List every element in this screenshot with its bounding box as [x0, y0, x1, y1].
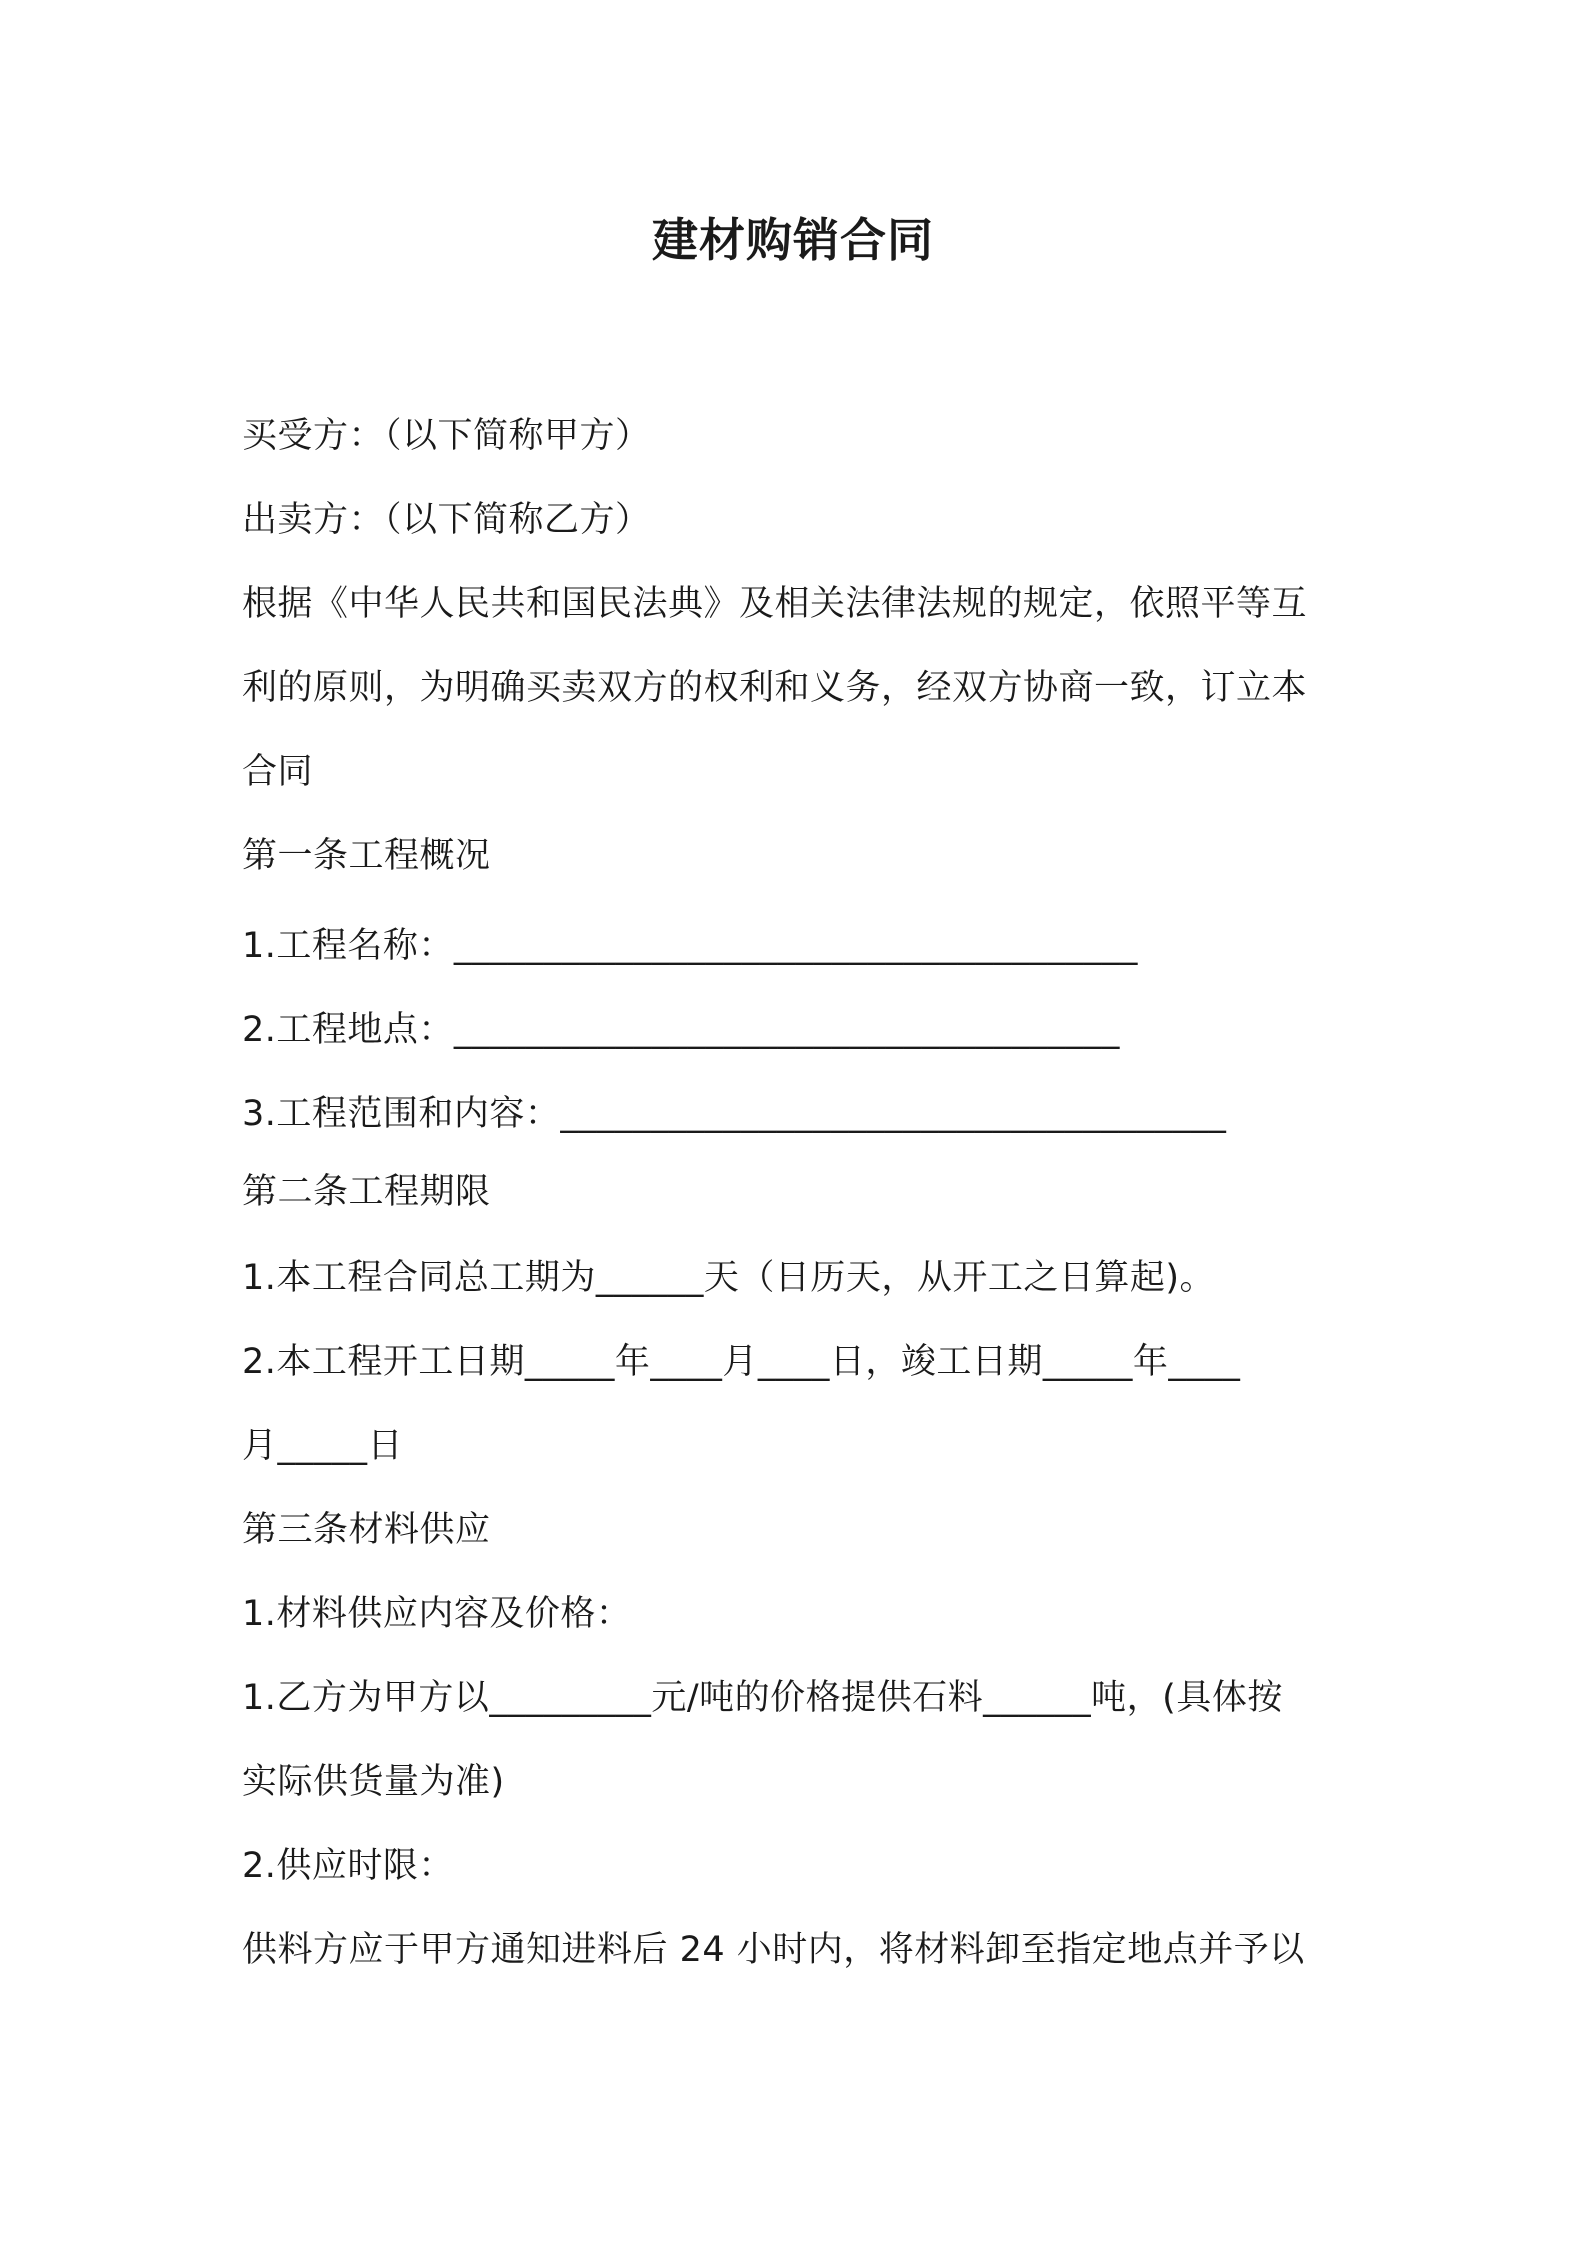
supply-content-heading: 1.材料供应内容及价格： — [242, 1594, 632, 1634]
article-2-heading: 第二条工程期限 — [242, 1172, 491, 1212]
price-line-2: 实际供货量为准) — [242, 1762, 505, 1802]
buyer-line: 买受方：（以下简称甲方） — [242, 416, 651, 456]
supply-time-text: 供料方应于甲方通知进料后 24 小时内，将材料卸至指定地点并予以 — [242, 1930, 1305, 1970]
preamble-line-1: 根据《中华人民共和国民法典》及相关法律法规的规定，依照平等互 — [242, 584, 1308, 624]
preamble-line-2: 利的原则，为明确买卖双方的权利和义务，经双方协商一致，订立本 — [242, 668, 1308, 708]
supply-time-heading: 2.供应时限： — [242, 1846, 454, 1886]
start-end-date-line-1: 2.本工程开工日期_____年____月____日，竣工日期_____年____ — [242, 1342, 1241, 1382]
seller-line: 出卖方：（以下简称乙方） — [242, 500, 651, 540]
total-duration-line: 1.本工程合同总工期为______天（日历天，从开工之日算起)。 — [242, 1258, 1216, 1298]
project-location-line: 2.工程地点：_____________________________________ — [242, 1010, 1120, 1050]
project-name-line: 1.工程名称：______________________________________ — [242, 926, 1138, 966]
article-1-heading: 第一条工程概况 — [242, 836, 491, 876]
preamble-line-3: 合同 — [242, 752, 314, 792]
price-line-1: 1.乙方为甲方以_________元/吨的价格提供石料______吨，(具体按 — [242, 1678, 1283, 1718]
start-end-date-line-2: 月_____日 — [242, 1426, 404, 1466]
contract-title: 建材购销合同 — [652, 213, 934, 267]
article-3-heading: 第三条材料供应 — [242, 1510, 491, 1550]
project-scope-line: 3.工程范围和内容：_____________________________________ — [242, 1094, 1227, 1134]
